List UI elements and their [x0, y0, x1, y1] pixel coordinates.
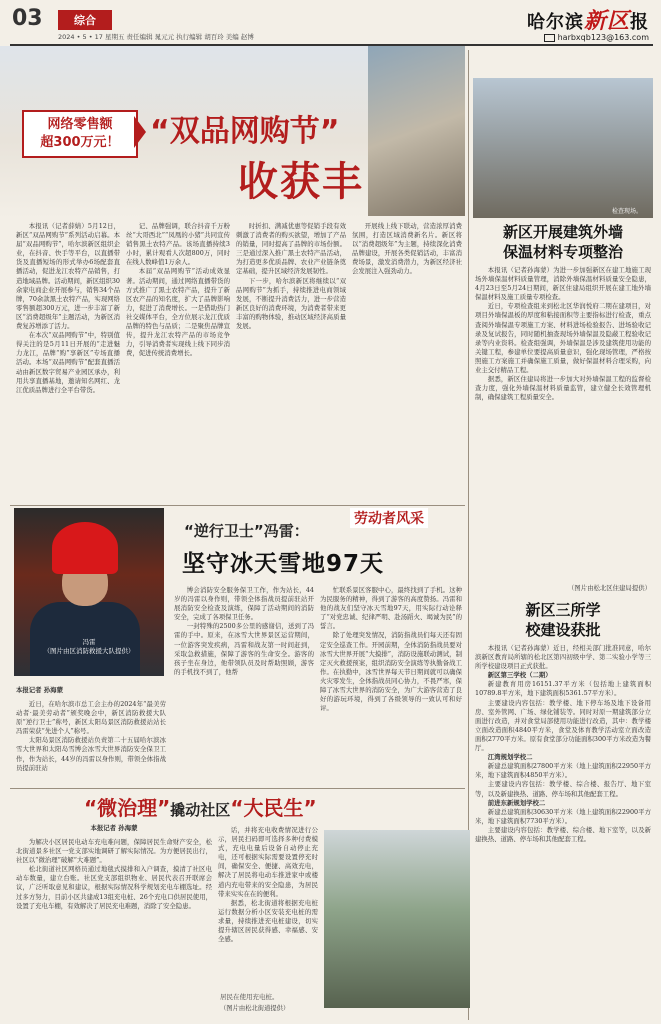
sidebar-caption: （图片由松北区住建局提供）	[567, 584, 651, 592]
masthead-logo	[527, 4, 649, 35]
badge-line-1: 网络零售额	[47, 117, 113, 132]
paragraph: 新建总建筑面积30630平方米（地上建筑面积22900平方米，地下建筑面积7730平方米）。	[475, 807, 651, 825]
article3-title	[84, 792, 317, 821]
paragraph: 为解决小区居民电动车充电难问题，保障居民生命财产安全，松北街道景多社区一党支部实地调研了解实际情况。为方便居民出行，社区以“微治理”破解“大难题”。	[16, 838, 212, 865]
sidebar-title-1-line1: 新区开展建筑外墙	[502, 223, 623, 241]
column-tag: 劳动者风采	[350, 508, 428, 528]
sidebar-body-1	[475, 266, 651, 584]
paragraph: 主要建设内容包括：教学楼、综合楼、报告厅、地下室等，以及新建换热、道路、停车场和其他配套工程。	[475, 780, 651, 798]
article1-title-line1: “双品网购节”	[150, 114, 340, 149]
article1-col4	[352, 222, 462, 504]
inspection-photo-caption: 检查现场。	[612, 208, 643, 215]
article3-title-b: 撬动社区	[170, 801, 231, 819]
paragraph: 前进东新规划学校二	[487, 798, 546, 807]
article1-col1	[16, 222, 120, 504]
headline-badge	[22, 110, 138, 158]
article2-col2	[174, 586, 314, 786]
divider	[10, 788, 465, 789]
sidebar-title-2-line1: 新区三所学	[525, 601, 601, 619]
paragraph: 松北街道社区网格员通过地毯式摸排和入户调查，摸清了社区电动车数量，建立台账。社区党支部组织物业、居民代表召开联席会议，广泛听取意见和建议，根据实际情况科学规划充电车棚选址。经过多方努力，目前小区共建成13组充电桩、26个充电口供居民使用，设置了充电车棚，有效解决了居民充电难题，消除了安全隐患。	[16, 865, 212, 910]
paragraph: 江湾规划学校二	[487, 753, 533, 762]
email-text: harbxqb123@163.com	[557, 33, 649, 42]
caption-credit: （图片由区消防救援大队提供）	[43, 647, 135, 655]
article3-col2	[218, 826, 318, 990]
badge-line-2: 超300万元！	[40, 135, 120, 150]
header-info: 2024 • 5 • 17 星期五 责任编辑 晁元元 执行编辑 胡百玲 美编 赵博	[58, 33, 254, 41]
sidebar-title-1	[473, 222, 653, 262]
paragraph: 新建教育用房16151.37平方米（包括地上建筑面积10789.8平方米，地下建筑面积5361.57平方米）。	[475, 680, 651, 698]
article3-byline: 本报记者 孙海蒙	[90, 824, 138, 832]
article3-title-c: “大民生”	[230, 796, 317, 820]
article2-title: 坚守冰天雪地97天	[182, 551, 385, 577]
sidebar-title-1-line2: 保温材料专项整治	[502, 243, 623, 261]
sidebar-body-2	[475, 644, 651, 1016]
paragraph: 新建总建筑面积27800平方米（地上建筑面积22950平方米，地下建筑面积4850平方米）。	[475, 762, 651, 780]
paragraph: 记、品牌强调，联合抖音千万粉丝“大哥西北”“凤凰的小猪”共同宣传销售黑土农特产品。该场直播持续3小时，累计观看人次超800万，同时在线人数峰值1万余人。	[126, 222, 230, 267]
charging-photo-caption: （图片由松北街道提供）	[220, 1005, 290, 1012]
article2-col3	[320, 586, 462, 786]
paragraph: 开展线上线下联动，营造浓厚消费氛围，打造区域消费新名片。新区将以“消费超级年”为主题，持续深化消费品牌建设，开展各类促销活动，丰富消费场景，激发消费潜力，为新区经济社会发展注入强劲动力。	[352, 222, 462, 276]
paragraph: 太阳岛景区消防救援站负责第二十五届哈尔滨冰雪大世界和太阳岛雪博会冰雪大世界消防安全保卫工作，作为站长，44岁的冯雷以身作则，带领全体指战员提前驻站	[16, 736, 166, 772]
paragraph: 博会消防安全服务保卫工作，作为站长，44岁的冯雷以身作则，带领全体指战员提前驻站开展消防安全检查及演练，保障了活动期间的消防安全，完成了各项保卫任务。	[174, 586, 314, 622]
page-number: 03	[12, 6, 43, 31]
paragraph: 主要建设内容包括：教学楼、地下停车场及地下设备用房、室外管网、广场、绿化铺装等。同时对原一期建筑部分立面进行改造，并对食堂局部使用功能进行改造，其中：教学楼立面改造面积4840平方米，食堂及体育教学活动室立面改造面积2770平方米。原有食堂部分功能面积300平方米改造为餐厅。	[475, 698, 651, 753]
paragraph: 近日，在哈尔滨市总工会主办的2024年“最美劳动者·最美劳动者”颁奖晚会中，新区消防救援大队原“逆行卫士”称号，新区太阳岛景区消防救援站站长冯雷荣获“先进个人”称号。	[16, 700, 166, 736]
paragraph: 忙联系景区客服中心，最终找到了手机。这种为民服务的精神，得到了游客的高度赞扬。冯雷和他的战友们坚守冰天雪地97天，用实际行动诠释了“对党忠诚、纪律严明、赴汤蹈火、竭诚为民”的誓言。	[320, 586, 462, 631]
paragraph: 一封特殊的2500多公里的感谢信，送到了冯雷的手中。原来，在冰雪大世界景区运营期间，一位游客突发疾病，冯雷和战友第一时间赶到，采取急救措施，保障了游客的生命安全。游客的孩子坐在身边，他带领队员及时帮助照顾，游客的手机找不到了，他帮	[174, 622, 314, 676]
article3-col1	[16, 838, 212, 1018]
paragraph: 本报讯（记者孙海蒙）为进一步加强新区在建工地施工现场外墙保温材料质量管理，消除外墙保温材料质量安全隐患，4月23日至5月24日期间，新区住建局组织开展在建工地外墙保温材料及施工质量专项检查。	[475, 266, 651, 302]
firefighter-photo-caption	[14, 638, 164, 656]
article3-photo-note: 居民在使用充电桩。	[220, 993, 279, 1001]
masthead-plain: 哈尔滨	[526, 12, 584, 33]
paragraph: 时折扣、满减优惠等促销手段有效刺激了消费者的购买欲望，增加了产品的销量，同时提高了品牌的市场份额。三是通过深入推广黑土农特产品活动，为打造更多优质品牌、农业产业链条奠定基础，提升区域经济发展韧性。	[236, 222, 346, 276]
divider	[10, 505, 465, 506]
sidebar-title-2-line2: 校建设获批	[525, 621, 601, 639]
paragraph: 本届“双品网购节”活动成效显著。活动期间，通过网络直播带货的方式推广了黑土农特产品，提升了新区农产品的知名度，扩大了品牌影响力，促进了消费增长。一是借助热门社交媒体平台，全方位展示龙江优质品牌的特色与品质；二是聚焦品牌宣传，提升龙江农特产品的市场竞争力，引导消费者实现线上线下同步消费，促进传统消费增长。	[126, 267, 230, 358]
masthead-tail: 报	[630, 12, 649, 33]
article3-title-a: “微治理”	[84, 796, 171, 820]
inspection-photo	[473, 78, 653, 218]
charging-station-photo	[324, 830, 470, 1008]
paragraph: 下一步，哈尔滨新区将继续以“双品网购节”为抓手，持续推进电商领域发展，不断提升消费活力，进一步营造新区良好的消费环境，为消费者带来更丰富的购物体验，推动区域经济高质量发展。	[236, 276, 346, 331]
masthead-red: 新区	[583, 8, 630, 34]
article1-title-line2: 收获丰	[238, 159, 364, 205]
caption-name: 冯雷	[82, 638, 96, 646]
article2-col1	[16, 700, 166, 786]
paragraph: 话，并将充电收费情况进行公示，居民扫码即可选择多种付费模式，充电电量后设备自动停止充电，还可根据实际需要设置停充时间，确保安全、便捷、高效充电，解决了居民将电动车推进家中或楼道内充电带来的安全隐患，为居民带来实实在在的便利。	[218, 826, 318, 898]
sidebar-title-2	[473, 600, 653, 640]
paragraph: 本报讯（记者孙海蒙）近日，经相关部门批准同意，哈尔滨新区教育局所辖的松北区第四初级中学、第二实验小学等三所学校建设项目正式获批。	[475, 644, 651, 671]
paragraph: 除了处理突发情况，消防指战员们每天还有固定安全巡查工作。开园前期，全体消防指战员要对冰雪大世界开展“大摸排”，消防设施联动测试，制定灭火救援预案，组织消防安全演练等执勤备战工作。在执勤中，冰雪世界每天节日期间就可以确保火灾零发生，全体指战员同心协力，不畏严寒，保障了冰雪大世界的消防安全，为广大游客营造了良好的游玩环境，得到了各级领导的一致认可和好评。	[320, 631, 462, 713]
hero-photo	[368, 46, 465, 216]
mail-icon	[544, 34, 555, 42]
badge-ribbon	[134, 116, 146, 148]
section-tag: 综合	[58, 10, 112, 30]
paragraph: 在本次“双品网购节”中，特别值得关注的是5月11日开展的“走进魅力龙江，品牌“购”享新区”专场直播活动。本场“双品网购节”配套直播活动由新区数字贸易产业园区承办，利用共享直播基地，邀请知名网红、龙江优质品牌进行全平台带货。	[16, 331, 120, 394]
paragraph: 本报讯（记者薛婧）5月12日，新区“双品网购节”系列活动启幕。本届“双品网购节”，哈尔滨新区组织企业，在抖音、快手等平台，以直播带货及直播短场的形式举办6场配套直播活动，促进龙江农特产品销售，打造地域品牌。活动期间，新区组织30余家电商企业开展参与，销售34个品牌，70余款黑土农特产品，实现网络零售额超300万元，进一步丰富了新区“消费超级年”主题活动，为新区消费复苏增添了活力。	[16, 222, 120, 331]
paragraph: 新区第三学校（二期）	[487, 671, 552, 680]
article1-col2	[126, 222, 230, 504]
paragraph: 据悉，松北街道将根据充电桩运行数据分析小区安装充电桩的需求量，持续推进充电桩建设，切实提升辖区居民获得感、幸福感、安全感。	[218, 898, 318, 944]
email-contact	[544, 33, 649, 42]
article2-byline: 本报记者 孙海蒙	[16, 686, 63, 694]
paragraph: 近日，专项检查组来到松北区华润悦府二期在建项目，对项目外墙保温板的厚度和粘接面积等主要指标进行检查，重点查阅外墙保温专项施工方案、材料进场检验报告、进场验收记录及复试报告，同时随机抽查现场外墙保温及隐蔽工程验收记录等内业资料。检查组强调，外墙保温是涉及建筑使用功能的关键工程，参建单位要提高质量意识，强化现场管理，严格按照施工方案施工并确保施工质量，做好保温材料合理采购，向业主交付精品工程。	[475, 302, 651, 375]
firefighter-helmet	[52, 522, 118, 574]
paragraph: 主要建设内容包括：教学楼、综合楼、地下室等，以及新建换热、道路、停车场和其他配套工程。	[475, 825, 651, 843]
article2-kicker: “逆行卫士”冯雷：	[184, 522, 309, 540]
article1-col3	[236, 222, 346, 504]
paragraph: 据悉，新区住建局将进一步加大对外墙保温工程的监督检查力度，强化外墙保温材料质量监管，建立健全长效管理机制，确保建筑工程质量安全。	[475, 375, 651, 402]
